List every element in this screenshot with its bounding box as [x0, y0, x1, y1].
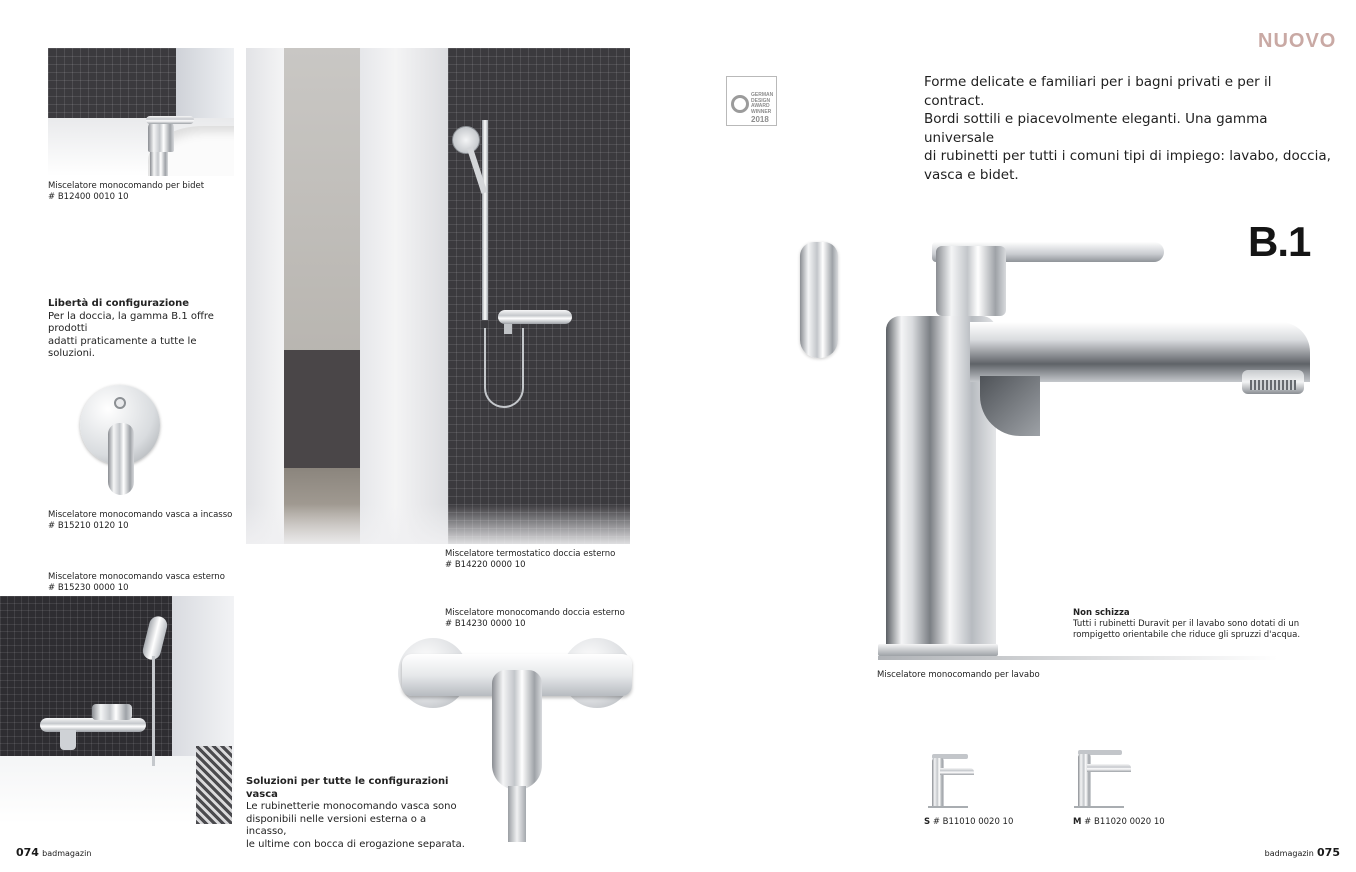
intro-line-2: Bordi sottili e piacevolmente eleganti. Una gamma universale — [924, 111, 1268, 146]
left-magazine-name: badmagazin — [42, 849, 92, 858]
size-m-code: # B11020 0020 10 — [1084, 817, 1165, 827]
tub-concealed-name: Miscelatore monocomando vasca a incasso — [48, 510, 233, 520]
shower-photo — [246, 48, 630, 544]
intro-text — [924, 73, 1334, 184]
size-m-label: M — [1073, 817, 1082, 827]
tub-exposed-caption — [48, 572, 225, 593]
size-m-mixer-photo — [1072, 748, 1134, 810]
tub-exposed-photo — [0, 596, 234, 824]
left-page-number: 074 — [16, 846, 39, 859]
award-line-3: AWARD — [751, 103, 770, 109]
intro-line-1: Forme delicate e familiari per i bagni privati e per il contract. — [924, 74, 1272, 109]
config-line-2: adatti praticamente a tutte le soluzioni. — [48, 335, 197, 359]
config-title: Libertà di configurazione — [48, 298, 190, 309]
bidet-caption — [48, 181, 204, 202]
size-s-mixer-photo — [926, 752, 976, 810]
award-year: 2018 — [751, 115, 769, 124]
award-line-2: DESIGN — [751, 97, 771, 104]
splash-title: Non schizza — [1073, 608, 1130, 618]
right-page-number: 075 — [1317, 846, 1340, 859]
tub-concealed-photo — [70, 375, 170, 505]
bidet-name: Miscelatore monocomando per bidet — [48, 181, 205, 191]
bidet-code: # B12400 0010 10 — [48, 191, 129, 202]
thermostatic-caption — [445, 549, 615, 570]
award-line-1: GERMAN — [751, 92, 774, 98]
size-s-label: S — [924, 817, 931, 827]
tub-solutions-text-block — [246, 776, 466, 851]
size-s-caption — [924, 817, 1013, 828]
design-award-badge — [726, 76, 777, 126]
basin-caption: Miscelatore monocomando per lavabo — [877, 670, 1040, 680]
left-footer — [16, 846, 91, 859]
size-m-caption — [1073, 817, 1165, 828]
new-badge: NUOVO — [1258, 30, 1337, 52]
lever-detail-photo — [794, 240, 844, 362]
product-title: B.1 — [1248, 218, 1311, 265]
tub-concealed-code: # B15210 0120 10 — [48, 520, 129, 531]
tub-solutions-title: Soluzioni per tutte le configurazioni vasca — [246, 776, 449, 800]
shower-exposed-caption — [445, 608, 625, 629]
splash-line-1: Tutti i rubinetti Duravit per il lavabo sono dotati di un — [1073, 619, 1300, 629]
basin-mixer-photo — [870, 236, 1316, 666]
thermostatic-code: # B14220 0000 10 — [445, 559, 526, 570]
thermostatic-name: Miscelatore termostatico doccia esterno — [445, 549, 616, 559]
tub-concealed-caption — [48, 510, 232, 531]
intro-line-3: di rubinetti per tutti i comuni tipi di impiego: lavabo, doccia, — [924, 148, 1331, 164]
splash-text-block — [1073, 608, 1303, 641]
bidet-photo — [48, 48, 234, 176]
config-text-block — [48, 298, 238, 361]
tub-solutions-line-1: Le rubinetterie monocomando vasca sono — [246, 801, 457, 812]
splash-line-2: rompigetto orientabile che riduce gli spruzzi d'acqua. — [1073, 630, 1301, 640]
intro-line-4: vasca e bidet. — [924, 166, 1019, 183]
tub-exposed-name: Miscelatore monocomando vasca esterno — [48, 572, 225, 582]
size-s-code: # B11010 0020 10 — [932, 817, 1014, 827]
tub-exposed-code: # B15230 0000 10 — [48, 582, 129, 593]
config-line-1: Per la doccia, la gamma B.1 offre prodotti — [48, 310, 214, 334]
right-footer — [1265, 846, 1340, 859]
tub-solutions-line-2: disponibili nelle versioni esterna o a incasso, — [246, 813, 427, 837]
award-seal-icon — [731, 95, 749, 113]
shower-exposed-name: Miscelatore monocomando doccia esterno — [445, 608, 625, 618]
shower-exposed-code: # B14230 0000 10 — [445, 618, 526, 629]
tub-solutions-line-3: le ultime con bocca di erogazione separata. — [246, 838, 465, 850]
award-line-4: WINNER — [751, 108, 772, 115]
right-magazine-name: badmagazin — [1264, 849, 1314, 858]
